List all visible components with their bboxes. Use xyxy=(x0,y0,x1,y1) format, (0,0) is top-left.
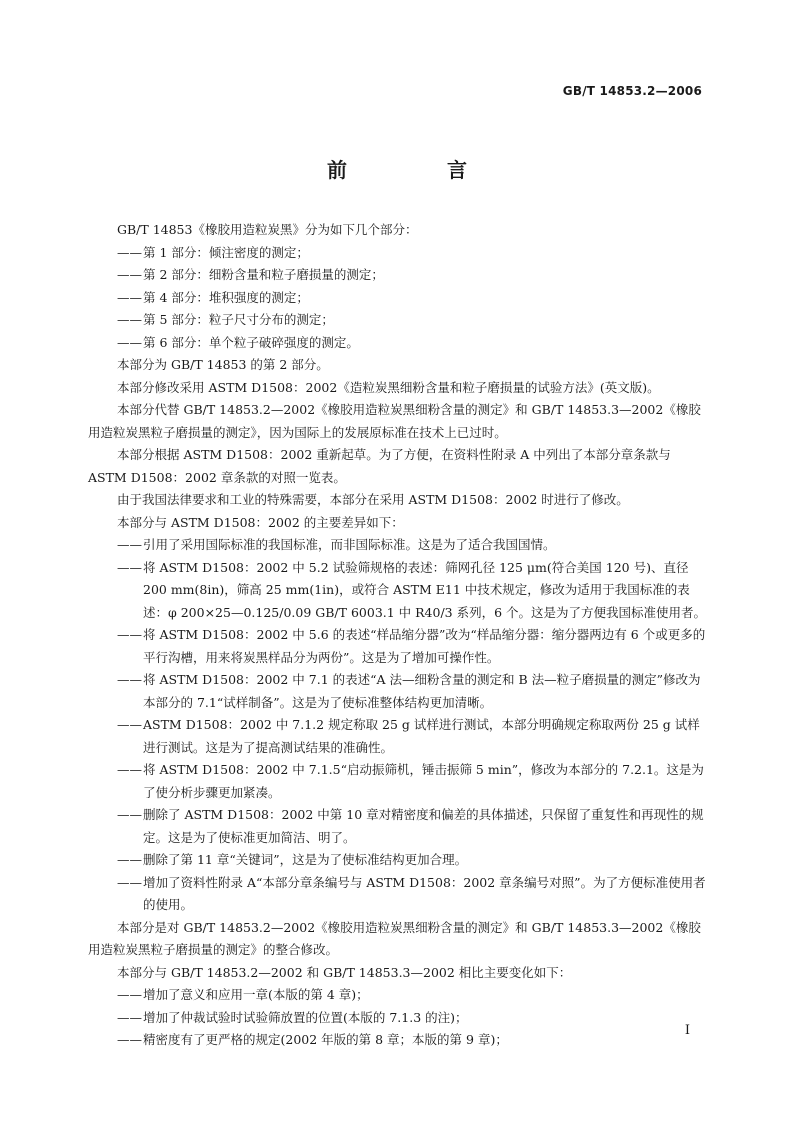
dash-list-item xyxy=(117,1029,707,1052)
dash-mark: —— xyxy=(117,1009,142,1025)
dash-list-item xyxy=(117,872,707,917)
paragraph: GB/T 14853《橡胶用造粒炭黑》分为如下几个部分： xyxy=(117,222,418,237)
dash-item-text: 第 5 部分：粒子尺寸分布的测定； xyxy=(143,312,334,327)
dash-list-item xyxy=(117,624,707,669)
paragraph: 本部分与 ASTM D1508：2002 的主要差异如下： xyxy=(117,514,404,530)
dash-mark: —— xyxy=(117,807,142,822)
dash-list-item xyxy=(117,309,707,332)
paragraph: 本部分代替 GB/T 14853.2—2002《橡胶用造粒炭黑细粉含量的测定》和 GB/T 14853.3—2002《橡胶用造粒炭黑粒子磨损量的测定》，因为国际上的发展原标准在技术上已过时。 xyxy=(88,402,701,440)
dash-list-item xyxy=(117,714,707,759)
dash-item-text: 第 2 部分：细粉含量和粒子磨损量的测定； xyxy=(143,267,384,282)
paragraph: 本部分修改采用 ASTM D1508：2002《造粒炭黑细粉含量和粒子磨损量的试验方法》(英文版)。 xyxy=(117,379,660,395)
dash-item-text: 第 1 部分：倾注密度的测定； xyxy=(143,244,309,260)
dash-list-item xyxy=(117,557,707,625)
dash-mark: —— xyxy=(117,852,142,867)
dash-mark: —— xyxy=(117,672,142,687)
dash-list-item xyxy=(117,849,707,872)
dash-item-text: 第 4 部分：堆积强度的测定； xyxy=(143,289,309,305)
dash-item-text: 将 ASTM D1508：2002 中 7.1 的表述“A 法—细粉含量的测定和 B 法—粒子磨损量的测定”修改为本部分的 7.1“试样制备”。这是为了使标准整体结构更加清晰。 xyxy=(143,672,701,710)
document-body xyxy=(88,219,707,1052)
dash-list-item xyxy=(117,534,707,557)
dash-mark: —— xyxy=(117,559,142,575)
dash-item-text: 删除了 ASTM D1508：2002 中第 10 章对精密度和偏差的具体描述，只保留了重复性和再现性的规定。这是为了使标准更加简洁、明了。 xyxy=(143,807,704,845)
dash-list-item xyxy=(117,287,707,310)
dash-mark: —— xyxy=(117,537,142,552)
dash-list-item xyxy=(117,1007,707,1030)
dash-item-text: 第 6 部分：单个粒子破碎强度的测定。 xyxy=(143,334,359,350)
dash-item-text: 将 ASTM D1508：2002 中 5.6 的表述“样品缩分器”改为“样品缩分器：缩分器两边有 6 个或更多的平行沟槽，用来将炭黑样品分为两份”。这是为了增加可操作性。 xyxy=(143,627,706,665)
dash-mark: —— xyxy=(117,244,142,260)
dash-mark: —— xyxy=(117,762,142,777)
dash-mark: —— xyxy=(117,267,142,282)
page-number: I xyxy=(684,1023,690,1038)
dash-item-text: 引用了采用国际标准的我国标准，而非国际标准。这是为了适合我国国情。 xyxy=(143,537,556,552)
dash-item-text: 删除了第 11 章“关键词”，这是为了使标准结构更加合理。 xyxy=(143,852,468,867)
dash-item-text: 将 ASTM D1508：2002 中 7.1.5“启动振筛机，锤击振筛 5 min”，修改为本部分的 7.2.1。这是为了使分析步骤更加紧凑。 xyxy=(143,762,704,800)
dash-mark: —— xyxy=(117,717,142,732)
dash-mark: —— xyxy=(117,874,142,890)
dash-mark: —— xyxy=(117,289,142,305)
dash-mark: —— xyxy=(117,987,142,1002)
dash-item-text: 精密度有了更严格的规定(2002 年版的第 8 章；本版的第 9 章)； xyxy=(143,1032,508,1047)
paragraph: 本部分为 GB/T 14853 的第 2 部分。 xyxy=(117,357,329,372)
dash-list-item xyxy=(117,242,707,265)
dash-item-text: 增加了意义和应用一章(本版的第 4 章)； xyxy=(143,987,369,1002)
dash-item-text: ASTM D1508：2002 中 7.1.2 规定称取 25 g 试样进行测试，本部分明确规定称取两份 25 g 试样进行测试。这是为了提高测试结果的准确性。 xyxy=(143,717,700,755)
dash-list-item xyxy=(117,669,707,714)
dash-mark: —— xyxy=(117,627,142,642)
paragraph: 本部分是对 GB/T 14853.2—2002《橡胶用造粒炭黑细粉含量的测定》和 GB/T 14853.3—2002《橡胶用造粒炭黑粒子磨损量的测定》的整合修改。 xyxy=(88,919,701,957)
dash-list-item xyxy=(117,804,707,849)
dash-item-text: 增加了仲裁试验时试验筛放置的位置(本版的 7.1.3 的注)； xyxy=(143,1009,468,1025)
dash-list-item xyxy=(117,984,707,1007)
paragraph: 本部分根据 ASTM D1508：2002 重新起草。为了方便，在资料性附录 A 中列出了本部分章条款与 ASTM D1508：2002 章条款的对照一览表。 xyxy=(88,447,671,485)
page-title: 前 言 xyxy=(327,158,507,182)
paragraph: 本部分与 GB/T 14853.2—2002 和 GB/T 14853.3—2002 相比主要变化如下： xyxy=(117,964,572,980)
dash-mark: —— xyxy=(117,1032,142,1047)
dash-list-item xyxy=(117,759,707,804)
dash-list-item xyxy=(117,332,707,355)
standard-code: GB/T 14853.2—2006 xyxy=(562,84,702,98)
dash-list-item xyxy=(117,264,707,287)
dash-item-text: 增加了资料性附录 A“本部分章条编号与 ASTM D1508：2002 章条编号对照”。为了方便标准使用者的使用。 xyxy=(143,874,706,912)
dash-mark: —— xyxy=(117,312,142,327)
dash-mark: —— xyxy=(117,334,142,350)
paragraph: 由于我国法律要求和工业的特殊需要，本部分在采用 ASTM D1508：2002 时进行了修改。 xyxy=(117,492,629,507)
dash-item-text: 将 ASTM D1508：2002 中 5.2 试验筛规格的表述：筛网孔径 125 μm(符合美国 120 号)、直径 200 mm(8in)，筛高 25 mm(1in)，或符合 ASTM E11 中技术规定，修改为适用于我国标准的表述：φ 200×25—0.125/0.09 GB/T 6003.1 中 R40/3 系列，6 个。这是为了方便我国标准使用者。 xyxy=(143,559,707,620)
